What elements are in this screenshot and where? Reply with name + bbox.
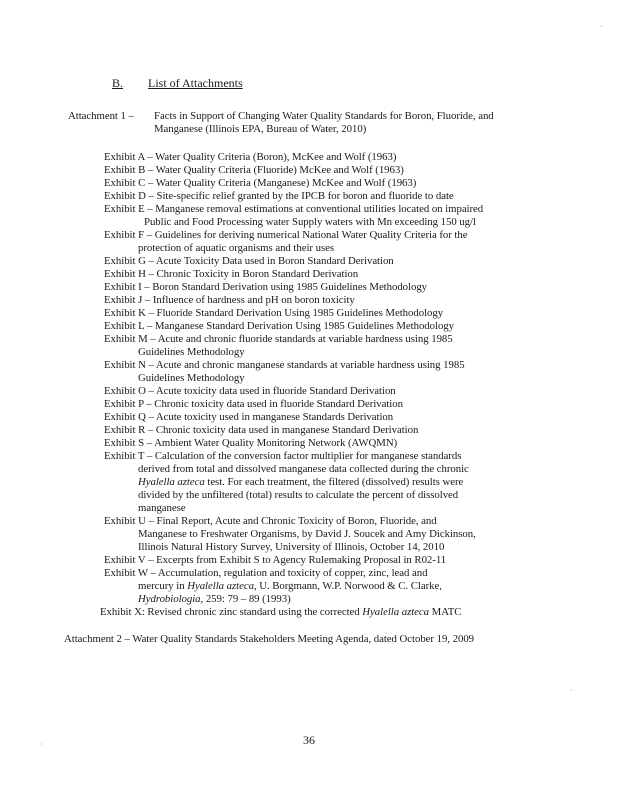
attachment-1-label: Attachment 1 – [68,110,134,122]
exhibit-w-line1: Exhibit W – Accumulation, regulation and toxicity of copper, zinc, lead and [104,567,428,579]
exhibit-q: Exhibit Q – Acute toxicity used in manganese Standards Derivation [104,411,394,423]
exhibit-w-line3-rest: , 259: 79 – 89 (1993) [200,593,291,605]
exhibit-e-line1: Exhibit E – Manganese removal estimations at conventional utilities located on impaired [104,203,484,215]
exhibit-j: Exhibit J – Influence of hardness and pH on boron toxicity [104,294,355,306]
section-letter: B. [112,76,124,90]
scan-speck: · [40,740,43,749]
exhibit-p: Exhibit P – Chronic toxicity data used in fluoride Standard Derivation [104,398,403,410]
exhibit-a: Exhibit A – Water Quality Criteria (Boron), McKee and Wolf (1963) [104,151,397,163]
exhibit-m-line2: Guidelines Methodology [138,346,245,358]
exhibit-b: Exhibit B – Water Quality Criteria (Fluoride) McKee and Wolf (1963) [104,164,404,176]
exhibit-x-a: Exhibit X: Revised chronic zinc standard using the corrected [100,606,363,618]
exhibit-u-line3: Illinois Natural History Survey, University of Illinois, October 14, 2010 [138,541,445,553]
exhibit-w-species: Hyalella azteca [187,580,254,592]
exhibit-u-line2: Manganese to Freshwater Organisms, by David J. Soucek and Amy Dickinson, [138,528,476,540]
exhibit-d: Exhibit D – Site-specific relief granted by the IPCB for boron and fluoride to date [104,190,454,202]
attachment-2: Attachment 2 – Water Quality Standards Stakeholders Meeting Agenda, dated October 19, 2009 [64,633,475,645]
exhibit-i: Exhibit I – Boron Standard Derivation using 1985 Guidelines Methodology [104,281,428,293]
exhibit-o: Exhibit O – Acute toxicity data used in fluoride Standard Derivation [104,385,396,397]
exhibit-u-line1: Exhibit U – Final Report, Acute and Chronic Toxicity of Boron, Fluoride, and [104,515,437,527]
exhibit-w-line3 [138,593,291,605]
exhibit-w-journal: Hydrobiologia [138,593,201,605]
attachment-1-text-line2: Manganese (Illinois EPA, Bureau of Water, 2010) [154,123,367,135]
exhibit-g: Exhibit G – Acute Toxicity Data used in Boron Standard Derivation [104,255,394,267]
exhibit-w-line2 [138,580,442,592]
exhibit-t-line1: Exhibit T – Calculation of the conversion factor multiplier for manganese standards [104,450,462,462]
exhibit-m-line1: Exhibit M – Acute and chronic fluoride standards at variable hardness using 1985 [104,333,453,345]
exhibit-w-line2-a: mercury in [138,580,188,592]
exhibit-t-line5: manganese [138,502,186,514]
scan-speck: · [600,22,603,31]
exhibit-h: Exhibit H – Chronic Toxicity in Boron Standard Derivation [104,268,359,280]
exhibit-n-line1: Exhibit N – Acute and chronic manganese standards at variable hardness using 1985 [104,359,465,371]
exhibit-t-line3 [138,476,463,488]
exhibit-k: Exhibit K – Fluoride Standard Derivation Using 1985 Guidelines Methodology [104,307,444,319]
exhibit-l: Exhibit L – Manganese Standard Derivation Using 1985 Guidelines Methodology [104,320,454,332]
exhibit-n-line2: Guidelines Methodology [138,372,245,384]
exhibit-t-species: Hyalella azteca [138,476,205,488]
exhibit-s: Exhibit S – Ambient Water Quality Monitoring Network (AWQMN) [104,437,398,449]
section-heading [112,76,243,91]
page-number: 36 [303,733,315,747]
exhibit-e-line2: Public and Food Processing water Supply waters with Mn exceeding 150 ug/l [144,216,476,228]
exhibit-c: Exhibit C – Water Quality Criteria (Manganese) McKee and Wolf (1963) [104,177,417,189]
exhibit-v: Exhibit V – Excerpts from Exhibit S to Agency Rulemaking Proposal in R02-11 [104,554,447,566]
exhibit-w-line2-b: , U. Borgmann, W.P. Norwood & C. Clarke, [253,580,442,592]
exhibit-x [100,606,461,618]
exhibit-t-line3-rest: test. For each treatment, the filtered (dissolved) results were [204,476,464,488]
scan-speck: · [570,686,573,695]
exhibit-f-line1: Exhibit F – Guidelines for deriving numerical National Water Quality Criteria for the [104,229,468,241]
exhibit-x-b: MATC [429,606,462,618]
exhibit-t-line4: divided by the unfiltered (total) results to calculate the percent of dissolved [138,489,459,501]
section-title: List of Attachments [148,76,243,90]
exhibit-r: Exhibit R – Chronic toxicity data used in manganese Standard Derivation [104,424,419,436]
exhibit-x-species: Hyalella azteca [362,606,430,618]
exhibit-t-line2: derived from total and dissolved manganese data collected during the chronic [138,463,469,475]
attachment-1-text-line1: Facts in Support of Changing Water Quality Standards for Boron, Fluoride, and [154,110,494,122]
exhibit-f-line2: protection of aquatic organisms and their uses [138,242,334,254]
